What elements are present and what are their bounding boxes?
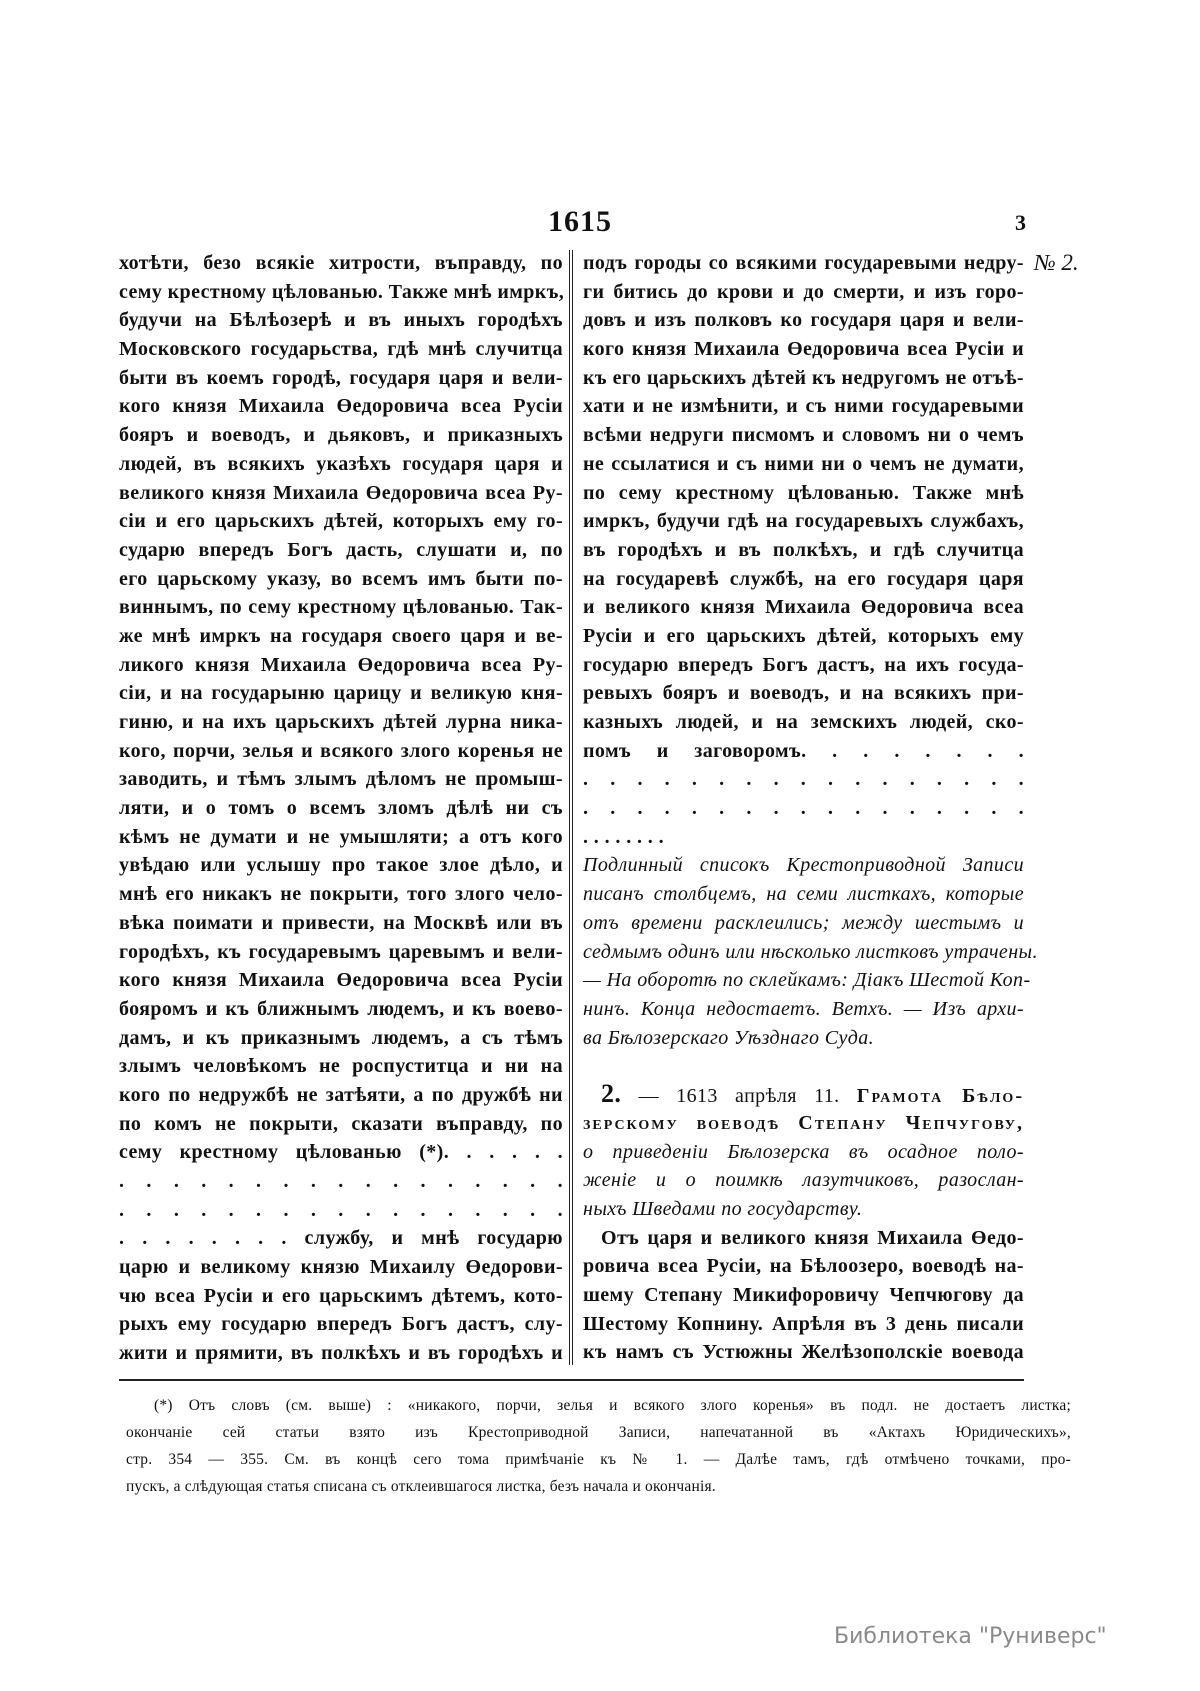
source-note-line: ва Бѣлозерскаго Уѣзднаго Суда. xyxy=(583,1026,875,1049)
text-line: къ его царьскихъ дѣтей къ недругомъ не отъѣ- xyxy=(583,366,1024,389)
text-line: людей, въ всякихъ указѣхъ государя царя и xyxy=(119,452,563,475)
source-note-line: нинъ. Конца недостаетъ. Ветхъ. — Изъ архи- xyxy=(583,997,1024,1020)
document-body-line: ровича всеа Русіи, на Бѣлоозеро, воеводѣ на- xyxy=(583,1255,1024,1278)
text-line: сему крестному цѣлованью (*). . . . . . xyxy=(119,1141,563,1164)
left-column xyxy=(119,249,563,1368)
text-line: царю и великому князю Михаилу Өедорови- xyxy=(119,1256,563,1279)
text-line: кого по недружбѣ не затѣяти, а по дружбѣ ни xyxy=(119,1083,563,1106)
footnote-line: (*) Отъ словъ (см. выше) : «никакого, порчи, зелья и всякого злого коренья» въ подл. не достаетъ листка; xyxy=(154,1397,1071,1414)
footnote-line: стр. 354 — 355. См. въ концѣ сего тома примѣчаніе къ № 1. — Далѣе тамъ, гдѣ отмѣчено точками, про- xyxy=(126,1451,1071,1468)
text-line: жити и прямити, въ полкѣхъ и въ городѣхъ и xyxy=(119,1342,563,1365)
text-line: всѣми недруги писмомъ и словомъ ни о чемъ xyxy=(583,424,1024,447)
document-heading xyxy=(583,1080,1024,1109)
text-line: ги битись до крови и до смерти, и изъ горо- xyxy=(583,280,1024,303)
document-date: — 1613 апрѣля 11. xyxy=(638,1085,840,1108)
text-line: . . . . . . . . . . . . . . . . . xyxy=(119,1170,563,1192)
text-line: сіи, и на государыню царицу и великую кня- xyxy=(119,682,563,705)
text-line: подъ городы со всякими государевыми недру- xyxy=(583,252,1024,274)
text-line: городѣхъ, къ государевымъ царевымъ и вели- xyxy=(119,940,563,963)
text-line: великого князя Михаила Өедоровича всеа Ру- xyxy=(119,481,563,504)
text-line: вѣка поимати и привести, на Москвѣ или въ xyxy=(119,911,563,934)
text-line: не ссылатися и съ ними ни о чемъ не думати, xyxy=(583,452,1024,475)
text-line: кого князя Михаила Өедоровича всеа Русіи xyxy=(119,969,563,992)
text-line: по сему крестному цѣлованью. Также мнѣ xyxy=(583,481,1024,504)
text-line: ревыхъ бояръ и воеводъ, и на всякихъ при- xyxy=(583,682,1024,705)
text-line: бояромъ и къ ближнымъ людемъ, и къ воево- xyxy=(119,997,563,1020)
text-line: сіи и его царьскихъ дѣтей, которыхъ ему го- xyxy=(119,510,563,533)
document-summary-line: о приведеніи Бѣлозерска въ осадное поло- xyxy=(583,1140,1024,1163)
right-column xyxy=(583,249,1038,1367)
footnote-rule xyxy=(119,1379,1024,1381)
text-line: будучи на Бѣлѣозерѣ и въ иныхъ городѣхъ xyxy=(119,309,563,332)
text-line: по комъ не покрыти, сказати въправду, по xyxy=(119,1112,563,1135)
document-body-line: шему Степану Микифоровичу Чепчюгову да xyxy=(583,1284,1024,1307)
margin-document-number: № 2. xyxy=(1034,250,1079,275)
text-line: мнѣ его никакъ не покрыти, того злого чело- xyxy=(119,883,563,906)
text-line: кого князя Михаила Өедоровича всеа Русіи и xyxy=(583,338,1024,361)
source-note-line: — На оборотѣ по склейкамъ: Діакъ Шестой Коп- xyxy=(583,969,1031,992)
text-line: кѣмъ не думати и не умышляти; а отъ кого xyxy=(119,825,563,848)
text-line: и великого князя Михаила Өедоровича всеа xyxy=(583,596,1024,619)
text-line: . . . . . . . . xyxy=(583,825,664,848)
text-line: же мнѣ имркъ на государя своего царя и ве- xyxy=(119,624,563,647)
library-watermark: Библиотека "Руниверс" xyxy=(834,1624,1107,1649)
text-line: кого, порчи, зелья и всякого злого коренья не xyxy=(119,739,563,762)
document-summary-line: ныхъ Шведами по государству. xyxy=(583,1198,863,1220)
text-line: его царьскому указу, во всемъ имъ быти по- xyxy=(119,567,563,590)
document-title: Грамота Бѣло- xyxy=(856,1085,1024,1108)
text-line: на государевѣ службѣ, на его государя царя xyxy=(583,567,1024,590)
document-title: зерскому воеводѣ Степану Чепчугову, xyxy=(583,1111,1024,1134)
document-body-line: Шестому Копнину. Апрѣля въ 3 день писали xyxy=(583,1312,1024,1335)
text-line: гиню, и на ихъ царьскихъ дѣтей лурна ника- xyxy=(119,711,563,733)
text-line: сударю впередъ Богъ дасть, слушати и, по xyxy=(119,538,563,561)
text-line: хати и не измѣнити, и съ ними государевыми xyxy=(583,395,1024,418)
text-line: ликого князя Михаила Өедоровича всеа Ру- xyxy=(119,653,563,676)
text-line: . . . . . . . . . . . . . . . . . xyxy=(583,797,1024,820)
column-divider xyxy=(569,250,573,1365)
source-note-line: отъ времени расклеились; между шестымъ и xyxy=(583,911,1024,934)
text-line: въ городѣхъ и въ полкѣхъ, и гдѣ случитца xyxy=(583,538,1024,561)
text-line: . . . . . . . . службу, и мнѣ государю xyxy=(119,1227,563,1250)
text-line: злымъ человѣкомъ не роспуститца и ни на xyxy=(119,1055,563,1078)
text-line: довъ и изъ полковъ ко государя царя и вели- xyxy=(583,309,1024,332)
source-note-line: писанъ столбцемъ, на семи листкахъ, которые xyxy=(583,883,1024,906)
text-line: бояръ и воеводъ, и дьяковъ, и приказныхъ xyxy=(119,424,563,447)
document-body-line: Отъ царя и великого князя Михаила Өедо- xyxy=(601,1226,1024,1249)
text-line: помъ и заговоромъ. . . . . . . . xyxy=(583,739,1024,762)
spacer xyxy=(583,1052,1024,1080)
text-line: дамъ, и къ приказнымъ людемъ, а съ тѣмъ xyxy=(119,1026,563,1049)
text-line: казныхъ людей, и на земскихъ людей, ско- xyxy=(583,711,1024,733)
text-line: . . . . . . . . . . . . . . . . . xyxy=(119,1198,563,1221)
text-line: Русіи и его царьскихъ дѣтей, которыхъ ему xyxy=(583,624,1024,647)
footnote xyxy=(126,1392,1071,1500)
text-line: увѣдаю или услышу про такое злое дѣло, и xyxy=(119,854,563,877)
source-note-line: седмымъ одинъ или нѣсколько листковъ утрачены. xyxy=(583,940,1038,963)
text-line: хотѣти, безо всякіе хитрости, въправду, по xyxy=(119,252,563,274)
footnote-line: пускъ, а слѣдующая статья списана съ отклеившагося листка, безъ начала и окончанія. xyxy=(126,1478,716,1495)
text-line: государю впередъ Богъ дастъ, на ихъ госуда- xyxy=(583,653,1024,676)
text-line: сему крестному цѣлованью. Также мнѣ имркъ, xyxy=(119,280,565,303)
document-number: 2. xyxy=(601,1079,622,1109)
text-line: рыхъ ему государю впередъ Богъ дастъ, слу- xyxy=(119,1313,563,1336)
text-line: . . . . . . . . . . . . . . . . . xyxy=(583,768,1024,791)
text-line: кого князя Михаила Өедоровича всеа Русіи xyxy=(119,395,563,418)
text-line: быти въ коемъ городѣ, государя царя и вели- xyxy=(119,366,563,389)
text-line: заводить, и тѣмъ злымъ дѣломъ не промыш- xyxy=(119,768,563,791)
text-line: Московского государьства, гдѣ мнѣ случитца xyxy=(119,338,563,361)
text-line: имркъ, будучи гдѣ на государевыхъ службахъ, xyxy=(583,510,1024,533)
source-note-line: Подлинный списокъ Крестоприводной Записи xyxy=(583,854,1024,877)
footnote-line: окончаніе сей статьи взято изъ Крестоприводной Записи, напечатанной въ «Актахъ Юридическихъ», xyxy=(126,1424,1071,1441)
page-number: 3 xyxy=(1015,210,1026,235)
document-body-line: къ намъ съ Устюжны Желѣзополскіе воевода xyxy=(583,1341,1024,1364)
document-summary-line: женіе и о поимкѣ лазутчиковъ, разослан- xyxy=(583,1169,1024,1192)
running-head-year: 1615 xyxy=(548,205,612,238)
text-line: виннымъ, по сему крестному цѣлованью. Так- xyxy=(119,596,563,619)
text-line: ляти, и о томъ о всемъ зломъ дѣлѣ ни съ xyxy=(119,797,563,820)
text-line: чю всеа Русіи и его царьскимъ дѣтемъ, кото- xyxy=(119,1284,563,1307)
